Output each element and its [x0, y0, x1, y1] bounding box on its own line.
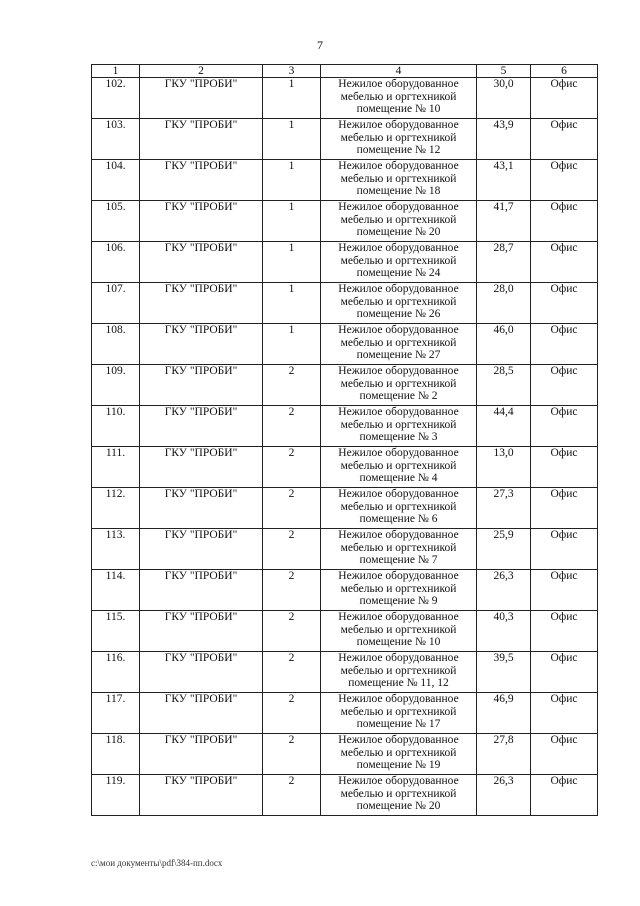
area-value: 46,0	[477, 324, 531, 365]
footer-file-path: c:\мои документы\pdf\384-пп.docx	[91, 858, 223, 868]
premises-description: Нежилое оборудованное мебелью и оргтехникой помещение № 3	[321, 406, 477, 447]
purpose-value: Офис	[531, 611, 598, 652]
area-value: 25,9	[477, 529, 531, 570]
area-value: 28,0	[477, 283, 531, 324]
row-number: 116.	[92, 652, 140, 693]
organization-name: ГКУ "ПРОБИ"	[140, 283, 263, 324]
area-value: 27,3	[477, 488, 531, 529]
floor-number: 1	[263, 119, 321, 160]
purpose-value: Офис	[531, 242, 598, 283]
table-row	[92, 242, 598, 283]
area-value: 28,7	[477, 242, 531, 283]
row-number: 117.	[92, 693, 140, 734]
organization-name: ГКУ "ПРОБИ"	[140, 160, 263, 201]
table-row	[92, 570, 598, 611]
page-number: 7	[317, 38, 323, 52]
purpose-value: Офис	[531, 283, 598, 324]
organization-name: ГКУ "ПРОБИ"	[140, 447, 263, 488]
premises-description: Нежилое оборудованное мебелью и оргтехникой помещение № 27	[321, 324, 477, 365]
organization-name: ГКУ "ПРОБИ"	[140, 529, 263, 570]
organization-name: ГКУ "ПРОБИ"	[140, 488, 263, 529]
premises-description: Нежилое оборудованное мебелью и оргтехникой помещение № 20	[321, 201, 477, 242]
purpose-value: Офис	[531, 406, 598, 447]
table-row	[92, 365, 598, 406]
premises-description: Нежилое оборудованное мебелью и оргтехникой помещение № 4	[321, 447, 477, 488]
area-value: 41,7	[477, 201, 531, 242]
floor-number: 1	[263, 324, 321, 365]
row-number: 105.	[92, 201, 140, 242]
area-value: 26,3	[477, 570, 531, 611]
row-number: 107.	[92, 283, 140, 324]
premises-description: Нежилое оборудованное мебелью и оргтехникой помещение № 26	[321, 283, 477, 324]
organization-name: ГКУ "ПРОБИ"	[140, 365, 263, 406]
area-value: 43,9	[477, 119, 531, 160]
row-number: 119.	[92, 775, 140, 816]
table-row	[92, 529, 598, 570]
table-body	[92, 78, 598, 816]
purpose-value: Офис	[531, 78, 598, 119]
table-row	[92, 283, 598, 324]
organization-name: ГКУ "ПРОБИ"	[140, 570, 263, 611]
table-row	[92, 406, 598, 447]
organization-name: ГКУ "ПРОБИ"	[140, 611, 263, 652]
floor-number: 2	[263, 652, 321, 693]
premises-description: Нежилое оборудованное мебелью и оргтехникой помещение № 10	[321, 78, 477, 119]
floor-number: 2	[263, 447, 321, 488]
premises-description: Нежилое оборудованное мебелью и оргтехникой помещение № 17	[321, 693, 477, 734]
area-value: 26,3	[477, 775, 531, 816]
floor-number: 1	[263, 201, 321, 242]
table-row	[92, 78, 598, 119]
premises-description: Нежилое оборудованное мебелью и оргтехникой помещение № 7	[321, 529, 477, 570]
premises-description: Нежилое оборудованное мебелью и оргтехникой помещение № 11, 12	[321, 652, 477, 693]
area-value: 27,8	[477, 734, 531, 775]
premises-description: Нежилое оборудованное мебелью и оргтехникой помещение № 18	[321, 160, 477, 201]
purpose-value: Офис	[531, 693, 598, 734]
floor-number: 1	[263, 78, 321, 119]
row-number: 106.	[92, 242, 140, 283]
premises-table	[91, 64, 598, 816]
floor-number: 2	[263, 611, 321, 652]
area-value: 43,1	[477, 160, 531, 201]
table-row	[92, 652, 598, 693]
area-value: 13,0	[477, 447, 531, 488]
floor-number: 2	[263, 406, 321, 447]
floor-number: 2	[263, 365, 321, 406]
row-number: 114.	[92, 570, 140, 611]
header-col-2: 2	[140, 65, 263, 78]
row-number: 115.	[92, 611, 140, 652]
floor-number: 1	[263, 283, 321, 324]
header-col-6: 6	[531, 65, 598, 78]
organization-name: ГКУ "ПРОБИ"	[140, 652, 263, 693]
header-col-4: 4	[321, 65, 477, 78]
table-row	[92, 611, 598, 652]
purpose-value: Офис	[531, 447, 598, 488]
premises-description: Нежилое оборудованное мебелью и оргтехникой помещение № 19	[321, 734, 477, 775]
table-row	[92, 324, 598, 365]
row-number: 104.	[92, 160, 140, 201]
table-row	[92, 734, 598, 775]
organization-name: ГКУ "ПРОБИ"	[140, 201, 263, 242]
purpose-value: Офис	[531, 119, 598, 160]
row-number: 110.	[92, 406, 140, 447]
table-row	[92, 488, 598, 529]
purpose-value: Офис	[531, 160, 598, 201]
floor-number: 2	[263, 488, 321, 529]
area-value: 44,4	[477, 406, 531, 447]
purpose-value: Офис	[531, 775, 598, 816]
purpose-value: Офис	[531, 365, 598, 406]
purpose-value: Офис	[531, 324, 598, 365]
table-row	[92, 201, 598, 242]
premises-description: Нежилое оборудованное мебелью и оргтехникой помещение № 9	[321, 570, 477, 611]
area-value: 30,0	[477, 78, 531, 119]
floor-number: 1	[263, 160, 321, 201]
premises-description: Нежилое оборудованное мебелью и оргтехникой помещение № 6	[321, 488, 477, 529]
organization-name: ГКУ "ПРОБИ"	[140, 406, 263, 447]
premises-description: Нежилое оборудованное мебелью и оргтехникой помещение № 10	[321, 611, 477, 652]
premises-description: Нежилое оборудованное мебелью и оргтехникой помещение № 2	[321, 365, 477, 406]
row-number: 118.	[92, 734, 140, 775]
purpose-value: Офис	[531, 201, 598, 242]
area-value: 40,3	[477, 611, 531, 652]
row-number: 102.	[92, 78, 140, 119]
row-number: 111.	[92, 447, 140, 488]
purpose-value: Офис	[531, 529, 598, 570]
organization-name: ГКУ "ПРОБИ"	[140, 693, 263, 734]
table-row	[92, 447, 598, 488]
purpose-value: Офис	[531, 652, 598, 693]
purpose-value: Офис	[531, 488, 598, 529]
area-value: 46,9	[477, 693, 531, 734]
row-number: 109.	[92, 365, 140, 406]
premises-description: Нежилое оборудованное мебелью и оргтехникой помещение № 24	[321, 242, 477, 283]
organization-name: ГКУ "ПРОБИ"	[140, 242, 263, 283]
floor-number: 2	[263, 734, 321, 775]
organization-name: ГКУ "ПРОБИ"	[140, 78, 263, 119]
header-col-1: 1	[92, 65, 140, 78]
organization-name: ГКУ "ПРОБИ"	[140, 119, 263, 160]
floor-number: 2	[263, 570, 321, 611]
row-number: 112.	[92, 488, 140, 529]
floor-number: 2	[263, 693, 321, 734]
floor-number: 1	[263, 242, 321, 283]
purpose-value: Офис	[531, 570, 598, 611]
table-row	[92, 775, 598, 816]
premises-description: Нежилое оборудованное мебелью и оргтехникой помещение № 12	[321, 119, 477, 160]
table-header-row	[92, 65, 598, 78]
area-value: 28,5	[477, 365, 531, 406]
table-row	[92, 119, 598, 160]
premises-description: Нежилое оборудованное мебелью и оргтехникой помещение № 20	[321, 775, 477, 816]
area-value: 39,5	[477, 652, 531, 693]
purpose-value: Офис	[531, 734, 598, 775]
header-col-3: 3	[263, 65, 321, 78]
organization-name: ГКУ "ПРОБИ"	[140, 775, 263, 816]
floor-number: 2	[263, 775, 321, 816]
table-row	[92, 693, 598, 734]
row-number: 108.	[92, 324, 140, 365]
floor-number: 2	[263, 529, 321, 570]
row-number: 103.	[92, 119, 140, 160]
header-col-5: 5	[477, 65, 531, 78]
row-number: 113.	[92, 529, 140, 570]
organization-name: ГКУ "ПРОБИ"	[140, 734, 263, 775]
table-row	[92, 160, 598, 201]
organization-name: ГКУ "ПРОБИ"	[140, 324, 263, 365]
